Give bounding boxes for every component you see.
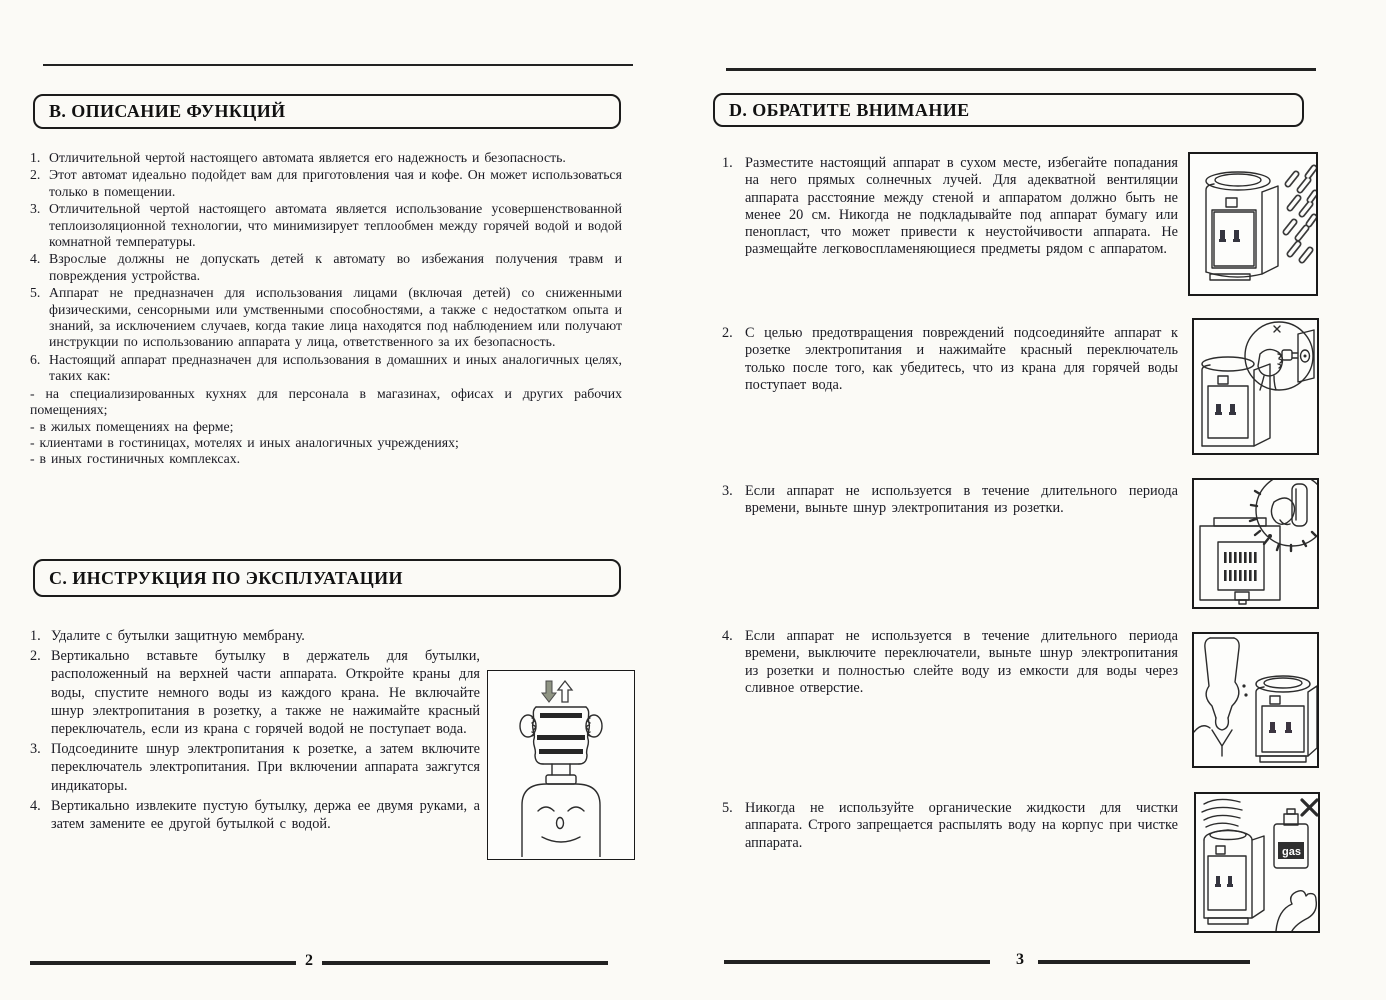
no-gas-cleaning-drawing [1196,794,1318,931]
section-d-title-box [713,93,1304,127]
section-c-title: С. ИНСТРУКЦИЯ ПО ЭКСПЛУАТАЦИИ [49,567,403,588]
cooler-away-from-sun-drawing [1190,154,1316,294]
right-page-top-rule [726,68,1316,71]
item-number: 5. [30,285,41,301]
section-b-list [30,150,622,468]
item-number: 4. [30,251,41,267]
item-text: Если аппарат не используется в течение длительного периода времени, выньте шнур электропитания из розетки. [745,483,1178,517]
item-text: Никогда не используйте органические жидкости для чистки аппарата. Строго запрещается распылять воду на корпус при чистке аппарата. [745,800,1178,851]
gas-can-label: gas [1282,846,1301,858]
water-bottle-on-cooler-drawing [488,671,632,857]
item-text: Подсоедините шнур электропитания к розетке, а затем включите переключатель электропитания. При включении аппарата зажгутся индикаторы. [51,741,480,794]
hand-plugging-cord-drawing [1194,320,1317,453]
item-number: 2. [722,325,733,341]
page-number: 3 [1016,951,1024,968]
section-c-list [30,627,480,835]
dry-place-figure [1188,152,1318,296]
list-item [722,483,1178,518]
item-text: Отличительной чертой настоящего автомата является его надежность и безопасность. [49,150,566,165]
list-item [30,251,622,284]
list-item [30,167,622,200]
item-text: Отличительной чертой настоящего автомата является использование усовершенствованной теплоизоляционной технологии, что минимизирует теплообмен между горячей водой и водой комнатной температуры. [49,201,622,250]
usage-bullet: - в иных гостиничных комплексах. [30,451,241,467]
plug-in-socket-figure [1192,318,1319,455]
item-text: Взрослые должны не допускать детей к автомату во избежания получения травм и повреждения устройства. [49,251,622,283]
item-text: Вертикально вставьте бутылку в держатель для бутылки, расположенный на верхней части аппарата. Откройте краны для воды, спустите немного воды из каждого крана. Не включайте шнур электропитания в розетку, а также не нажимайте красный переключатель, если из крана с горячей водой не поступает вода. [51,648,480,738]
drain-water-figure [1192,632,1319,768]
emptied-bottle-and-cooler-drawing [1194,634,1317,766]
item-number: 3. [30,201,41,217]
right-footer-rule [724,960,990,964]
list-item [30,150,622,166]
list-item [30,627,480,645]
item-number: 4. [30,797,41,814]
item-text: Аппарат не предназначен для использования лицами (включая детей) со сниженными физическими, сенсорными или умственными способностями, а также с недостатком опыта и знаний, за исключением случаев, когда такие лица находятся под наблюдением или получают инструкции по использованию аппарата у лица, ответственного за их безопасность. [49,285,622,350]
item-number: 2. [30,648,41,665]
list-item [722,155,1178,259]
section-b-title: В. ОПИСАНИЕ ФУНКЦИЙ [49,101,286,121]
list-item [30,201,622,250]
page-number: 2 [305,952,313,969]
unplugging-rear-panel-drawing [1194,480,1317,607]
item-number: 5. [722,800,733,816]
list-item [30,797,480,833]
item-number: 1. [722,155,733,171]
item-number: 1. [30,150,41,165]
right-footer-rule [1038,960,1250,964]
item-text: Вертикально извлеките пустую бутылку, держа ее двумя руками, а затем замените ее другой бутылкой с водой. [51,797,480,833]
left-footer-rule [30,961,296,965]
list-item [722,325,1178,394]
list-item [30,740,480,795]
list-item [722,628,1178,697]
list-item [30,647,480,738]
list-item [722,800,1178,852]
list-item [30,285,622,351]
item-number: 6. [30,351,41,367]
item-number: 2. [30,167,41,183]
item-number: 4. [722,628,733,644]
unplug-when-idle-figure [1192,478,1319,609]
item-text: Этот автомат идеально подойдет вам для приготовления чая и кофе. Он может использоваться только в помещении. [49,167,622,199]
item-text: Разместите настоящий аппарат в сухом месте, избегайте попадания на него прямых солнечных лучей. Для адекватной вентиляции аппарата расстояние между стеной и аппаратом должно быть не менее 20 см. Никогда не подкладывайте под аппарат бумагу или пенопласт, что может привести к неустойчивости аппарата. Не размещайте легковоспламеняющиеся предметы рядом с аппаратом. [745,155,1178,258]
item-number: 3. [722,483,733,499]
no-solvents-figure [1194,792,1320,933]
bottle-insert-figure [487,670,635,860]
left-footer-rule [322,961,608,965]
item-text: Настоящий аппарат предназначен для использования в домашних и иных аналогичных целях, таких как: [49,351,622,384]
usage-bullet: - клиентами в гостиницах, мотелях и иных аналогичных учреждениях; [30,434,459,450]
usage-bullet: - в жилых помещениях на ферме; [30,418,234,434]
usage-bullet: - на специализированных кухнях для персонала в магазинах, офисах и других рабочих помещениях; [30,385,622,418]
left-page-top-rule [43,64,633,66]
item-number: 1. [30,628,41,644]
item-text: Если аппарат не используется в течение длительного периода времени, выключите переключатели, выньте шнур электропитания из розетки и полностью слейте воду из емкости для воды через сливное отверстие. [745,628,1178,696]
item-text: С целью предотвращения повреждений подсоединяйте аппарат к розетке электропитания и нажимайте красный переключатель только после того, как убедитесь, что из крана для горячей воды поступает вода. [745,325,1178,393]
section-c-title-box [33,559,621,597]
section-b-title-box [33,94,621,129]
list-item [30,352,622,385]
item-text: Удалите с бутылки защитную мембрану. [51,628,305,644]
item-number: 3. [30,741,41,758]
section-d-title: D. ОБРАТИТЕ ВНИМАНИЕ [729,99,970,120]
